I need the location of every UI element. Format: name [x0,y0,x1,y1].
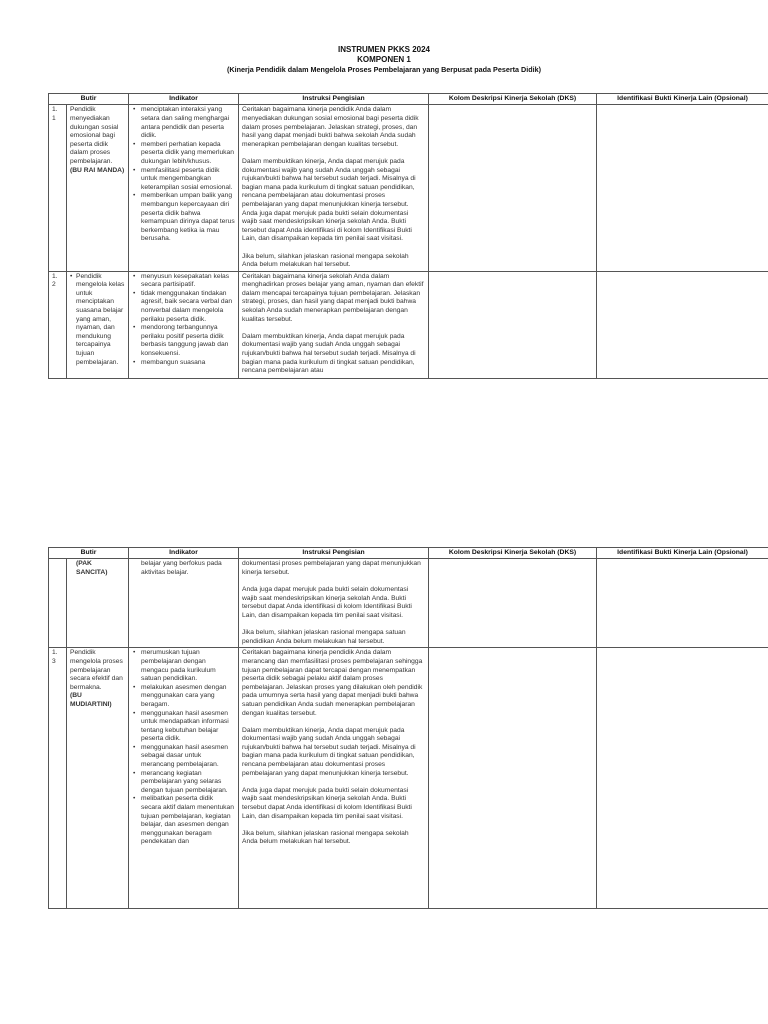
assigned-person: (BU MUDIARTINI) [70,692,112,708]
indicator-item: • memfasilitasi peserta didik untuk mengembangkan keterampilan sosial emosional. [141,167,235,193]
butir-text: • Pendidik mengelola kelas untuk menciptakan suasana belajar yang aman, nyaman, dan mendukung tercapainya tujuan pembelajaran. [70,273,125,368]
indicator-item: • menciptakan interaksi yang setara dan saling menghargai antara pendidik dan peserta didik. [141,106,235,140]
instruksi-cell [239,105,429,271]
butir-cell [67,105,129,271]
header-instruksi: Instruksi Pengisian [239,548,429,559]
butir-cell [67,559,129,648]
instruction-paragraph: Ceritakan bagaimana kinerja sekolah Anda dalam menghadirkan proses belajar yang aman, nyaman dan efektif dalam mencapai tercapainya tujuan pembelajaran. Jelaskan strategi, proses, dan hasil yang dapat menjadi bukti bahwa sekolah Anda sudah menerapkan pembelajaran dengan kualitas tersebut. [242,272,424,323]
assigned-person: (BU RAI MANDA) [70,166,125,174]
table-header-row [49,94,768,105]
row-number: 1. 3 [49,648,67,909]
butir-cell [67,271,129,378]
table-row [49,271,768,378]
row-number [49,559,67,648]
row-number: 1. 2 [49,271,67,378]
header-bukti: Identifikasi Bukti Kinerja Lain (Opsional) [597,94,768,105]
instruction-paragraph: Ceritakan bagaimana kinerja pendidik Anda dalam menyediakan dukungan sosial emosional bagi peserta didik dalam proses pembelajaran. Jelaskan strategi, proses, dan hasil yang dapat menjadi bukti bahwa sekolah Anda sudah menerapkan pembelajaran dengan kualitas tersebut. [242,106,419,148]
butir-cell [67,648,129,909]
indikator-cell [129,559,239,648]
header-dks: Kolom Deskripsi Kinerja Sekolah (DKS) [429,94,597,105]
indicator-item: • merumuskan tujuan pembelajaran dengan mengacu pada kurikulum satuan pendidikan. [141,649,235,683]
rubric-table-page-2 [48,547,768,909]
indicator-item: • menyusun kesepakatan kelas secara partisipatif. [141,273,235,290]
instruction-paragraph: Jika belum, silahkan jelaskan rasional mengapa sekolah Anda belum melakukan hal tersebut. [242,252,409,269]
document-header [0,45,768,75]
bukti-input-cell[interactable] [597,105,768,271]
instruction-paragraph: Dalam membuktikan kinerja, Anda dapat merujuk pada dokumentasi wajib yang sudah Anda unggah sebagai rujukan/bukti bahwa hal tersebut sudah terjadi. Misalnya di bagian mana pada kurikulum di tingkat satuan pendidikan, rencana pembelajaran atau dokumentasi proses pembelajaran yang dapat menunjukkan kinerja tersebut. [242,726,416,777]
indicator-item: belajar yang berfokus pada aktivitas belajar. [141,560,222,576]
instruction-paragraph: Jika belum, silahkan jelaskan rasional mengapa satuan pendidikan Anda belum melakukan hal tersebut. [242,629,406,645]
indicator-item: • melibatkan peserta didik secara aktif dalam menentukan tujuan pembelajaran, kegiatan belajar, dan asesmen dengan menggunakan beragam pendekatan dan [141,795,235,847]
instruction-paragraph: Dalam membuktikan kinerja, Anda dapat merujuk pada dokumentasi wajib yang sudah Anda unggah sebagai rujukan/bukti bahwa hal tersebut sudah terjadi. Misalnya di bagian mana pada kurikulum di tingkat satuan pendidikan, rencana pembelajaran atau dokumentasi proses pembelajaran yang dapat menunjukkan kinerja tersebut. Anda juga dapat merujuk pada bukti selain dokumentasi wajib saat mendeskripsikan kinerja sekolah Anda. Bukti tersebut dapat Anda identifikasi di kolom Identifikasi Bukti Lain, dan disampaikan kepada tim penilai saat visitasi. [242,157,416,243]
indicator-item: • mendorong terbangunnya perilaku positif peserta didik berbasis tanggung jawab dan konsekuensi. [141,324,235,358]
document-title: INSTRUMEN PKKS 2024 [337,45,431,54]
header-indikator: Indikator [129,94,239,105]
bukti-input-cell[interactable] [597,648,768,909]
header-dks: Kolom Deskripsi Kinerja Sekolah (DKS) [429,548,597,559]
indicator-item: • melakukan asesmen dengan menggunakan cara yang beragam. [141,684,235,710]
butir-text: Pendidik mengelola proses pembelajaran secara efektif dan bermakna. [70,649,123,691]
header-butir: Butir [49,94,129,105]
header-butir: Butir [49,548,129,559]
header-indikator: Indikator [129,548,239,559]
indikator-cell [129,271,239,378]
header-instruksi: Instruksi Pengisian [239,94,429,105]
instruction-paragraph: Ceritakan bagaimana kinerja pendidik Anda dalam merancang dan memfasilitasi proses pembelajaran sehingga tujuan pembelajaran dapat tercapai dengan menempatkan peserta didik sebagai pelaku aktif dalam proses pembelajaran. Jelaskan proses yang dilakukan oleh pendidik pada umumnya serta hasil yang dapat menjadi bukti bahwa satuan pendidikan Anda sudah menerapkan pembelajaran dengan kualitas tersebut. [242,649,423,717]
instruction-paragraph: dokumentasi proses pembelajaran yang dapat menunjukkan kinerja tersebut. [242,560,421,576]
table-row [49,648,768,909]
dks-input-cell[interactable] [429,105,597,271]
instruction-paragraph: Dalam membuktikan kinerja, Anda dapat merujuk pada dokumentasi wajib yang sudah Anda unggah sebagai rujukan/bukti bahwa hal tersebut sudah terjadi. Misalnya di bagian mana pada kurikulum di tingkat satuan pendidikan, rencana pembelajaran atau [242,332,416,375]
row-number: 1. 1 [49,105,67,271]
header-bukti: Identifikasi Bukti Kinerja Lain (Opsional) [597,548,768,559]
indikator-cell [129,648,239,909]
table-row [49,105,768,271]
instruksi-cell [239,271,429,378]
dks-input-cell[interactable] [429,648,597,909]
assigned-person: (PAK SANCITA) [76,560,108,576]
indicator-item: • memberikan umpan balik yang membangun kepercayaan diri peserta didik bahwa kemampuan dirinya dapat terus berkembang ketika ia mau berusaha. [141,192,235,244]
bukti-input-cell[interactable] [597,559,768,648]
document-komponen: KOMPONEN 1 [357,55,411,64]
instruction-paragraph: Anda juga dapat merujuk pada bukti selain dokumentasi wajib saat mendeskripsikan kinerja sekolah Anda. Bukti tersebut dapat Anda identifikasi di kolom Identifikasi Bukti Lain, dan disampaikan kepada tim penilai saat visitasi. [242,786,412,820]
dks-input-cell[interactable] [429,271,597,378]
butir-text: Pendidik menyediakan dukungan sosial emosional bagi peserta didik dalam proses pembelajaran. [70,106,119,165]
document-subtitle: (Kinerja Pendidik dalam Mengelola Proses Pembelajaran yang Berpusat pada Peserta Didik) [227,65,541,74]
indicator-item: • membangun suasana [141,359,235,368]
table-row [49,559,768,648]
instruction-paragraph: Jika belum, silahkan jelaskan rasional mengapa sekolah Anda belum melakukan hal tersebut. [242,829,409,846]
rubric-table-page-1 [48,93,768,379]
indicator-item: • tidak menggunakan tindakan agresif, baik secara verbal dan nonverbal dalam mengelola perilaku peserta didik. [141,290,235,324]
table-header-row [49,548,768,559]
instruksi-cell [239,648,429,909]
instruction-paragraph: Anda juga dapat merujuk pada bukti selain dokumentasi wajib saat mendeskripsikan kinerja sekolah Anda. Bukti tersebut dapat Anda identifikasi di kolom Identifikasi Bukti Lain, dan disampaikan kepada tim penilai saat visitasi. [242,586,412,619]
indicator-item: • merancang kegiatan pembelajaran yang selaras dengan tujuan pembelajaran. [141,770,235,796]
indicator-item: • menggunakan hasil asesmen sebagai dasar untuk merancang pembelajaran. [141,744,235,770]
indicator-item: • menggunakan hasil asesmen untuk mendapatkan informasi tentang kebutuhan belajar peserta didik. [141,710,235,744]
bukti-input-cell[interactable] [597,271,768,378]
indikator-cell [129,105,239,271]
dks-input-cell[interactable] [429,559,597,648]
indicator-item: • memberi perhatian kepada peserta didik yang memerlukan dukungan lebih/khusus. [141,141,235,167]
instruksi-cell [239,559,429,648]
